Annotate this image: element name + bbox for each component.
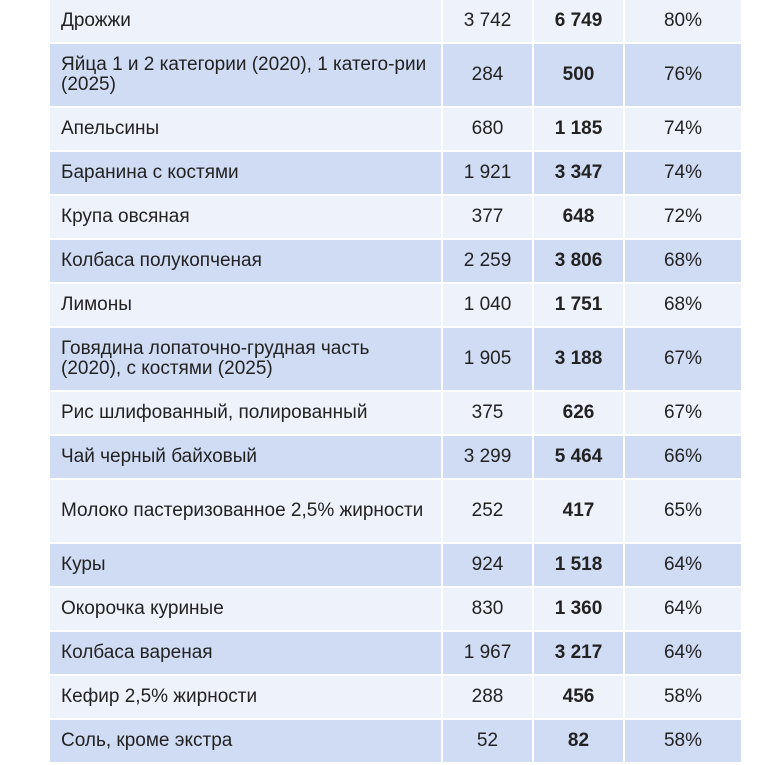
price-2020: 252 — [442, 479, 533, 543]
price-change-percent: 80% — [624, 0, 741, 43]
price-2020: 1 905 — [442, 327, 533, 391]
price-2020: 2 259 — [442, 239, 533, 283]
table-row — [50, 43, 741, 107]
product-name: Окорочка куриные — [50, 587, 442, 631]
price-2025: 1 751 — [533, 283, 624, 327]
table-row — [50, 587, 741, 631]
product-name: Кефир 2,5% жирности — [50, 675, 442, 719]
table-row — [50, 675, 741, 719]
table-row — [50, 239, 741, 283]
table-row — [50, 543, 741, 587]
price-change-percent: 67% — [624, 391, 741, 435]
price-change-percent: 72% — [624, 195, 741, 239]
price-change-percent: 58% — [624, 719, 741, 763]
product-name: Колбаса вареная — [50, 631, 442, 675]
price-2025: 1 518 — [533, 543, 624, 587]
table-row — [50, 195, 741, 239]
price-change-percent: 64% — [624, 631, 741, 675]
price-2020: 288 — [442, 675, 533, 719]
table-row — [50, 435, 741, 479]
price-2020: 830 — [442, 587, 533, 631]
price-change-percent: 58% — [624, 675, 741, 719]
product-name: Рис шлифованный, полированный — [50, 391, 442, 435]
table-row — [50, 283, 741, 327]
price-2025: 500 — [533, 43, 624, 107]
table-row — [50, 327, 741, 391]
product-name: Яйца 1 и 2 категории (2020), 1 катего-рии (2025) — [50, 43, 442, 107]
product-name: Колбаса полукопченая — [50, 239, 442, 283]
product-name: Куры — [50, 543, 442, 587]
price-2025: 82 — [533, 719, 624, 763]
price-2020: 924 — [442, 543, 533, 587]
table-row — [50, 719, 741, 763]
table-row — [50, 391, 741, 435]
price-change-percent: 67% — [624, 327, 741, 391]
price-2020: 377 — [442, 195, 533, 239]
product-name: Апельсины — [50, 107, 442, 151]
price-change-percent: 66% — [624, 435, 741, 479]
price-2025: 648 — [533, 195, 624, 239]
price-2025: 6 749 — [533, 0, 624, 43]
product-name: Молоко пастеризованное 2,5% жирности — [50, 479, 442, 543]
price-2020: 52 — [442, 719, 533, 763]
price-2025: 3 347 — [533, 151, 624, 195]
table-row — [50, 107, 741, 151]
price-change-percent: 74% — [624, 107, 741, 151]
price-change-percent: 74% — [624, 151, 741, 195]
price-2020: 3 299 — [442, 435, 533, 479]
product-name: Крупа овсяная — [50, 195, 442, 239]
price-change-percent: 64% — [624, 587, 741, 631]
product-name: Дрожжи — [50, 0, 442, 43]
price-2020: 1 040 — [442, 283, 533, 327]
price-change-percent: 68% — [624, 283, 741, 327]
product-name: Лимоны — [50, 283, 442, 327]
price-2025: 626 — [533, 391, 624, 435]
price-change-percent: 64% — [624, 543, 741, 587]
price-2025: 1 360 — [533, 587, 624, 631]
product-name: Баранина с костями — [50, 151, 442, 195]
price-change-percent: 76% — [624, 43, 741, 107]
table-row — [50, 631, 741, 675]
price-2020: 1 967 — [442, 631, 533, 675]
price-table — [50, 0, 741, 764]
price-2020: 284 — [442, 43, 533, 107]
price-2025: 3 188 — [533, 327, 624, 391]
product-name: Чай черный байховый — [50, 435, 442, 479]
price-change-percent: 65% — [624, 479, 741, 543]
price-change-percent: 68% — [624, 239, 741, 283]
table-row — [50, 0, 741, 43]
price-2020: 3 742 — [442, 0, 533, 43]
price-2020: 680 — [442, 107, 533, 151]
price-2020: 1 921 — [442, 151, 533, 195]
price-2025: 456 — [533, 675, 624, 719]
table-row — [50, 479, 741, 543]
price-2025: 1 185 — [533, 107, 624, 151]
price-2025: 3 217 — [533, 631, 624, 675]
price-2025: 417 — [533, 479, 624, 543]
price-table-container — [50, 0, 741, 765]
price-2025: 3 806 — [533, 239, 624, 283]
price-2020: 375 — [442, 391, 533, 435]
table-row — [50, 151, 741, 195]
product-name: Говядина лопаточно-грудная часть (2020), с костями (2025) — [50, 327, 442, 391]
price-2025: 5 464 — [533, 435, 624, 479]
product-name: Соль, кроме экстра — [50, 719, 442, 763]
